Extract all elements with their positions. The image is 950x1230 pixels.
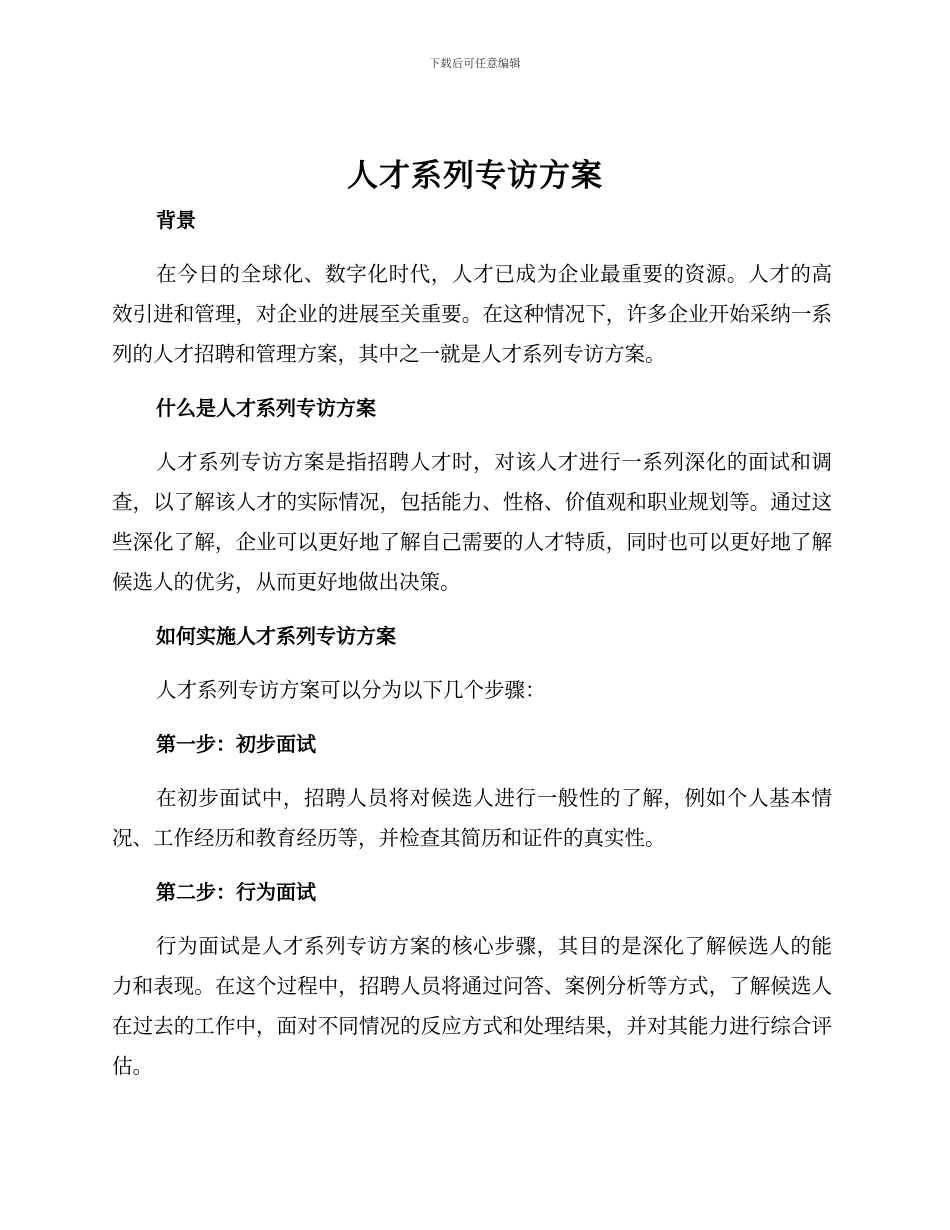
section-heading-definition: 什么是人才系列专访方案 <box>156 396 376 420</box>
section-paragraph-background: 在今日的全球化、数字化时代，人才已成为企业最重要的资源。人才的高效引进和管理，对企业的进展至关重要。在这种情况下，许多企业开始采纳一系列的人才招聘和管理方案，其中之一就是人才系列专访方案。 <box>112 262 832 366</box>
section-heading-implementation: 如何实施人才系列专访方案 <box>156 624 396 648</box>
section-heading-step-one: 第一步：初步面试 <box>156 732 316 756</box>
section-heading-step-two: 第二步：行为面试 <box>156 880 316 904</box>
header-note: 下载后可任意编辑 <box>429 57 521 70</box>
document-body <box>112 200 832 1100</box>
section-heading-background: 背景 <box>156 208 196 232</box>
section-paragraph-step-two: 行为面试是人才系列专访方案的核心步骤，其目的是深化了解候选人的能力和表现。在这个过程中，招聘人员将通过问答、案例分析等方式，了解候选人在过去的工作中，面对不同情况的反应方式和处理结果，并对其能力进行综合评估。 <box>112 934 832 1078</box>
document-title: 人才系列专访方案 <box>347 158 603 194</box>
section-paragraph-implementation: 人才系列专访方案可以分为以下几个步骤： <box>156 678 546 702</box>
section-paragraph-definition: 人才系列专访方案是指招聘人才时，对该人才进行一系列深化的面试和调查，以了解该人才的实际情况，包括能力、性格、价值观和职业规划等。通过这些深化了解，企业可以更好地了解自己需要的人才特质，同时也可以更好地了解候选人的优劣，从而更好地做出决策。 <box>112 450 832 594</box>
section-paragraph-step-one: 在初步面试中，招聘人员将对候选人进行一般性的了解，例如个人基本情况、工作经历和教育经历等，并检查其简历和证件的真实性。 <box>112 786 832 850</box>
